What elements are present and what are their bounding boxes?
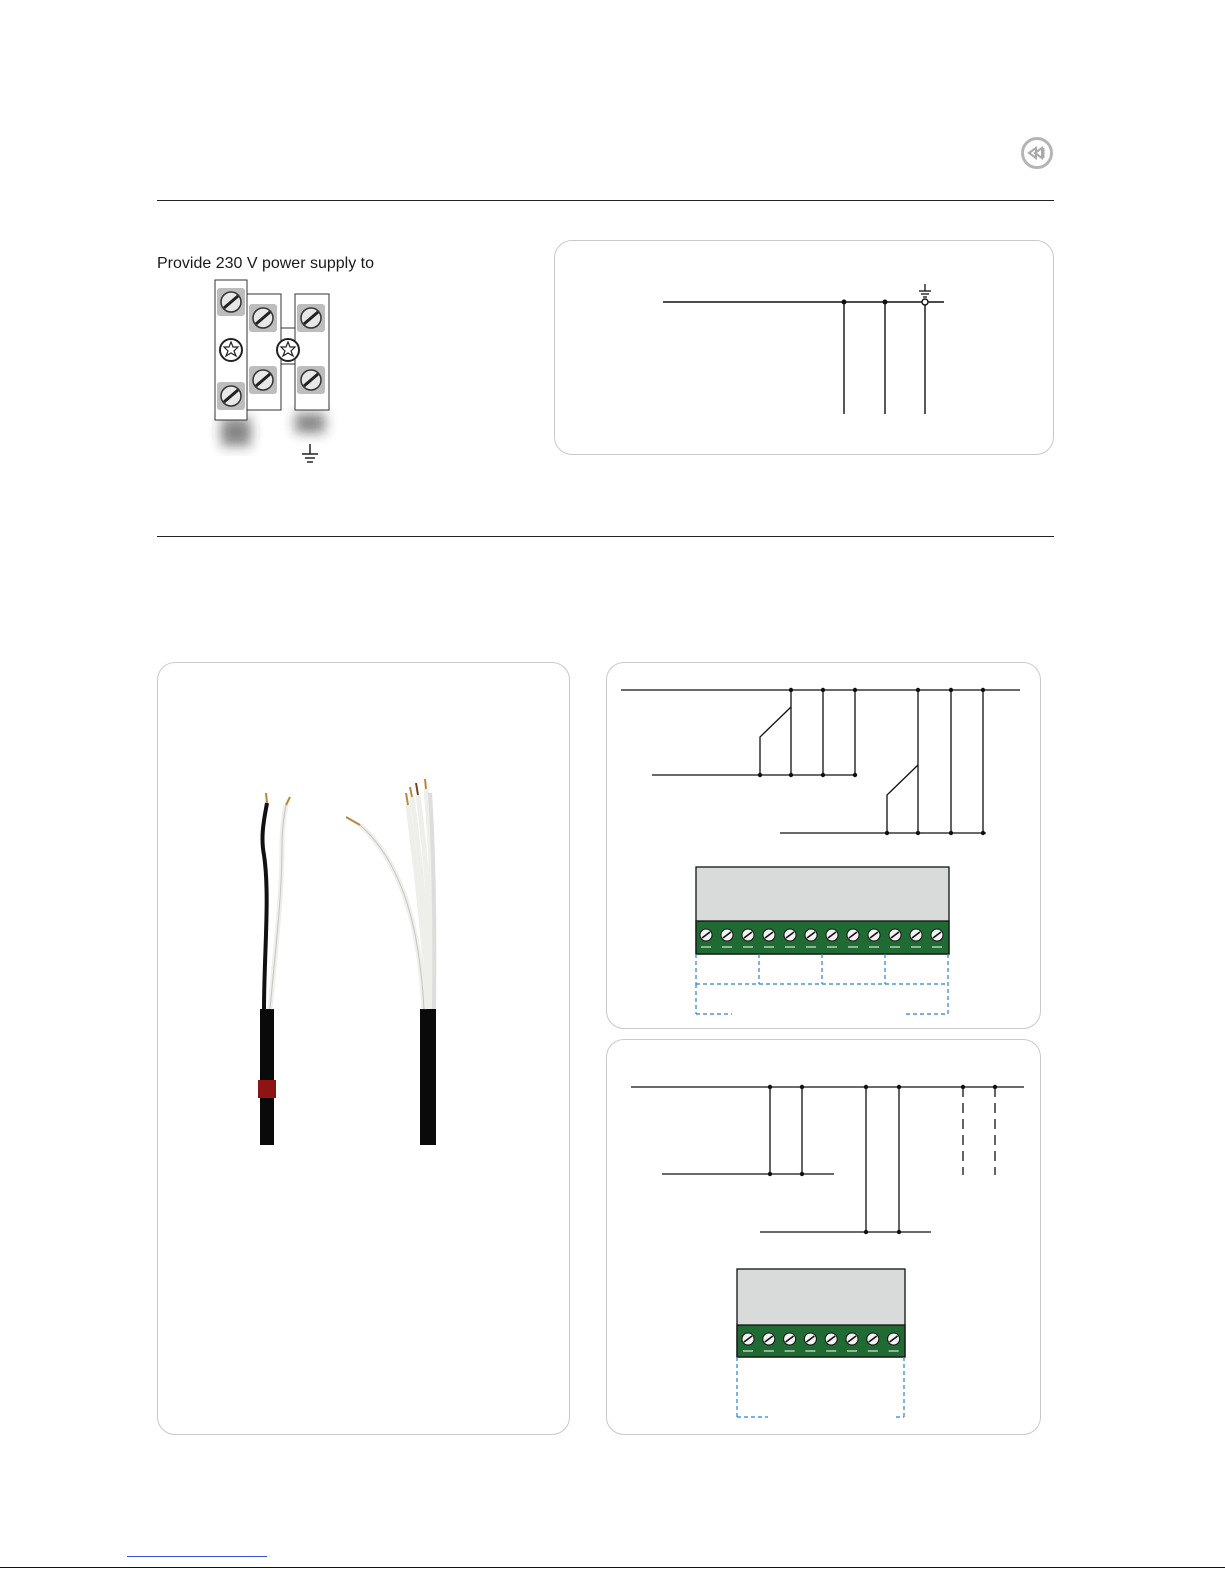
star-screw-icon xyxy=(220,339,242,361)
screw-icon xyxy=(297,304,325,332)
power-terminal-block-illustration xyxy=(205,278,365,468)
section-divider-middle xyxy=(157,536,1054,537)
screw-icon xyxy=(217,382,245,410)
terminal-strip-8 xyxy=(737,1269,905,1357)
screw-icon xyxy=(297,366,325,394)
footer-link-underline[interactable] xyxy=(127,1556,267,1557)
sensor-wiring-schematic-lower xyxy=(606,1039,1041,1435)
screw-icon xyxy=(217,288,245,316)
power-wiring-schematic xyxy=(554,240,1054,455)
screw-icon xyxy=(249,366,277,394)
rewind-icon xyxy=(1024,140,1050,166)
screw-icon xyxy=(249,304,277,332)
intro-text: Provide 230 V power supply to xyxy=(157,255,375,272)
star-screw-icon xyxy=(277,339,299,361)
section-divider-top xyxy=(157,200,1054,201)
two-wire-cable xyxy=(258,793,290,1145)
terminal-strip-12 xyxy=(696,867,949,954)
earth-ground-icon xyxy=(302,444,318,462)
rewind-button[interactable] xyxy=(1021,137,1053,169)
earth-ground-icon xyxy=(919,284,931,297)
sensor-wiring-schematic-upper xyxy=(606,662,1041,1029)
multi-wire-cable xyxy=(346,779,436,1145)
sensor-cable-photo xyxy=(220,775,490,1155)
footer-rule xyxy=(0,1567,1225,1568)
